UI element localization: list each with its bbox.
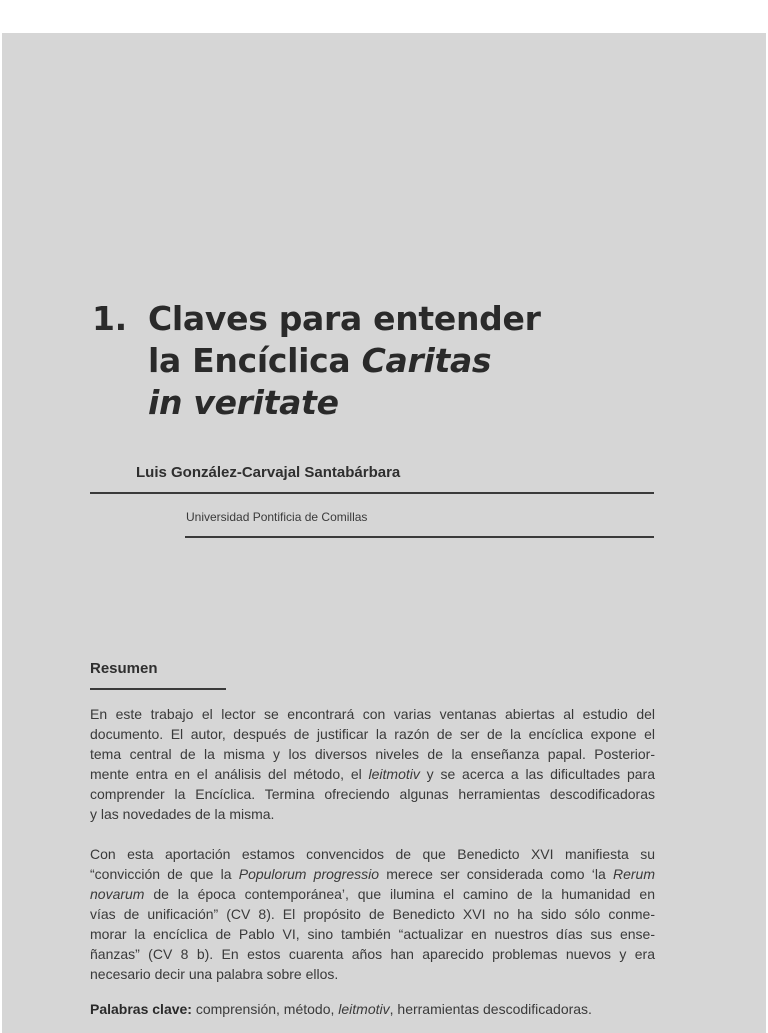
title-line-2-italic: Caritas <box>361 341 492 380</box>
abstract-p1-italic: leitmotiv <box>368 766 420 782</box>
abstract-heading: Resumen <box>90 660 158 677</box>
abstract-p2-line <box>90 884 655 904</box>
keywords <box>90 1001 592 1017</box>
abstract-p1-line: documento. El autor, después de justificar la razón de ser de la encíclica expone el <box>90 726 655 742</box>
article-number: 1. <box>92 299 127 338</box>
keywords-text: comprensión, método, <box>191 1001 339 1017</box>
abstract-p1-text: y se acerca a las dificultades para <box>419 766 655 782</box>
title-line-3-italic: in veritate <box>148 383 339 422</box>
article-title <box>92 298 652 424</box>
author-name: Luis González-Carvajal Santabárbara <box>136 464 401 481</box>
abstract-p2-line <box>90 864 655 884</box>
abstract-p2-line: ñanzas” (CV 8 b). En estos cuarenta años han aparecido problemas nuevos y era <box>90 946 655 962</box>
abstract-paragraph-2 <box>90 844 655 984</box>
author-affiliation: Universidad Pontificia de Comillas <box>186 510 368 524</box>
abstract-p2-italic: Rerum <box>612 866 655 882</box>
abstract-p2-italic: Populorum progressio <box>238 866 380 882</box>
affiliation-rule <box>185 536 654 538</box>
keywords-label: Palabras clave: <box>90 1001 192 1017</box>
title-line-3 <box>148 382 652 424</box>
abstract-p1-line <box>90 764 655 784</box>
abstract-paragraph-1 <box>90 704 655 824</box>
abstract-p2-text: “convicción de que la <box>90 866 239 882</box>
abstract-p2-line: Con esta aportación estamos convencidos de que Benedicto XVI manifiesta su <box>90 846 655 862</box>
abstract-heading-rule <box>90 688 226 690</box>
abstract-p1-line: y las novedades de la misma. <box>90 806 275 822</box>
abstract-p1-line: En este trabajo el lector se encontrará con varias ventanas abiertas al estudio del <box>90 706 655 722</box>
keywords-italic: leitmotiv <box>338 1001 390 1017</box>
abstract-p2-line: vías de unificación” (CV 8). El propósito de Benedicto XVI no ha sido sólo conme- <box>90 906 655 922</box>
abstract-p2-italic: novarum <box>90 886 145 902</box>
title-line-1: Claves para entender <box>148 299 541 338</box>
abstract-p2-line: necesario decir una palabra sobre ellos. <box>90 966 339 982</box>
title-line-2-plain: la Encíclica <box>148 341 362 380</box>
abstract-p2-text: de la época contemporánea’, que ilumina el camino de la humanidad en <box>144 886 655 902</box>
abstract-p1-line: tema central de la misma y los diversos niveles de la enseñanza papal. Posterior- <box>90 746 655 762</box>
author-rule <box>90 492 654 494</box>
keywords-text: , herramientas descodificadoras. <box>389 1001 592 1017</box>
title-line-2 <box>148 340 652 382</box>
abstract-p2-text: merece ser considerada como ‘la <box>379 866 613 882</box>
abstract-p2-line: morar la encíclica de Pablo VI, sino también “actualizar en nuestros días sus ense- <box>90 926 655 942</box>
abstract-p1-text: mente entra en el análisis del método, el <box>90 766 369 782</box>
abstract-p1-line: comprender la Encíclica. Termina ofreciendo algunas herramientas descodificadoras <box>90 786 655 802</box>
